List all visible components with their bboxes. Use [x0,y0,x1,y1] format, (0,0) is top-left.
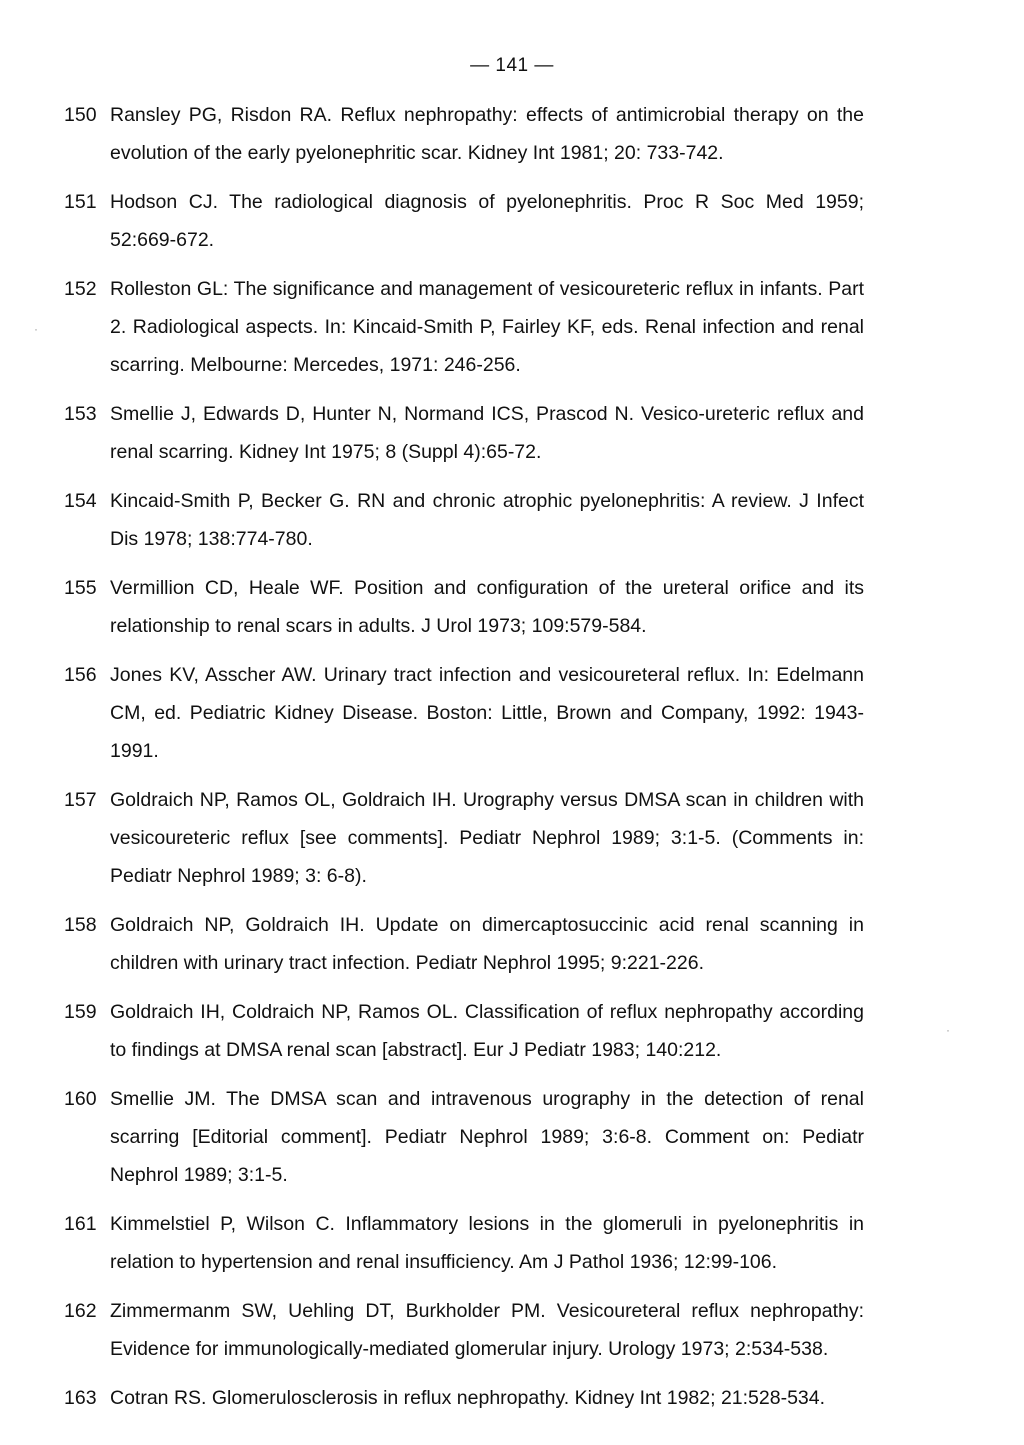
reference-text: Smellie JM. The DMSA scan and intravenous urography in the detection of renal scarring [Editorial comment]. Pediatr Nephrol 1989; 3:6-8. Comment on: Pediatr Nephrol 1989; 3:1-5. [110,1088,864,1186]
reference-item [64,993,864,1069]
reference-text: Hodson CJ. The radiological diagnosis of pyelonephritis. Proc R Soc Med 1959; 52:669-672. [110,191,864,251]
reference-text: Kimmelstiel P, Wilson C. Inflammatory lesions in the glomeruli in pyelonephritis in relation to hypertension and renal insufficiency. Am J Pathol 1936; 12:99-106. [110,1213,864,1273]
reference-item [64,1080,864,1194]
reference-text: Smellie J, Edwards D, Hunter N, Normand ICS, Prascod N. Vesico-ureteric reflux and renal scarring. Kidney Int 1975; 8 (Suppl 4):65-72. [110,403,864,463]
reference-number: 156 [64,664,97,686]
reference-text: Vermillion CD, Heale WF. Position and configuration of the ureteral orifice and its relationship to renal scars in adults. J Urol 1973; 109:579-584. [110,577,864,637]
reference-item [64,781,864,895]
reference-number: 155 [64,577,97,599]
reference-item [64,482,864,558]
reference-text: Goldraich IH, Coldraich NP, Ramos OL. Classification of reflux nephropathy according to findings at DMSA renal scan [abstract]. Eur J Pediatr 1983; 140:212. [110,1001,864,1061]
reference-number: 163 [64,1387,97,1409]
reference-number: 162 [64,1300,97,1322]
reference-item [64,183,864,259]
reference-text: Kincaid-Smith P, Becker G. RN and chronic atrophic pyelonephritis: A review. J Infect Dis 1978; 138:774-780. [110,490,864,550]
reference-number: 161 [64,1213,97,1235]
reference-list [64,96,864,1428]
reference-item [64,1292,864,1368]
reference-number: 153 [64,403,97,425]
reference-text: Goldraich NP, Goldraich IH. Update on dimercaptosuccinic acid renal scanning in children with urinary tract infection. Pediatr Nephrol 1995; 9:221-226. [110,914,864,974]
reference-item [64,1205,864,1281]
reference-text: Zimmermanm SW, Uehling DT, Burkholder PM. Vesicoureteral reflux nephropathy: Evidence for immunologically-mediated glomerular injury. Urology 1973; 2:534-538. [110,1300,864,1360]
reference-item [64,656,864,770]
page-number: — 141 — [470,55,554,76]
reference-text: Rolleston GL: The significance and management of vesicoureteric reflux in infants. Part 2. Radiological aspects. In: Kincaid-Smith P, Fairley KF, eds. Renal infection and renal scarring. Melbourne: Mercedes, 1971: 246-256. [110,278,864,376]
reference-item [64,395,864,471]
reference-number: 150 [64,104,97,126]
reference-number: 152 [64,278,97,300]
reference-number: 158 [64,914,97,936]
reference-text: Jones KV, Asscher AW. Urinary tract infection and vesicoureteral reflux. In: Edelmann CM, ed. Pediatric Kidney Disease. Boston: Little, Brown and Company, 1992: 1943-1991. [110,664,864,762]
reference-number: 157 [64,789,97,811]
reference-number: 159 [64,1001,97,1023]
scan-speck: · [946,1023,950,1037]
reference-number: 154 [64,490,97,512]
reference-item [64,1379,864,1417]
reference-item [64,96,864,172]
reference-text: Goldraich NP, Ramos OL, Goldraich IH. Urography versus DMSA scan in children with vesicoureteric reflux [see comments]. Pediatr Nephrol 1989; 3:1-5. (Comments in: Pediatr Nephrol 1989; 3: 6-8). [110,789,864,887]
reference-text: Cotran RS. Glomerulosclerosis in reflux nephropathy. Kidney Int 1982; 21:528-534. [110,1387,826,1409]
reference-item [64,270,864,384]
reference-text: Ransley PG, Risdon RA. Reflux nephropathy: effects of antimicrobial therapy on the evolution of the early pyelonephritic scar. Kidney Int 1981; 20: 733-742. [110,104,864,164]
reference-number: 151 [64,191,97,213]
scan-speck: · [34,322,38,336]
reference-item [64,906,864,982]
reference-item [64,569,864,645]
reference-number: 160 [64,1088,97,1110]
